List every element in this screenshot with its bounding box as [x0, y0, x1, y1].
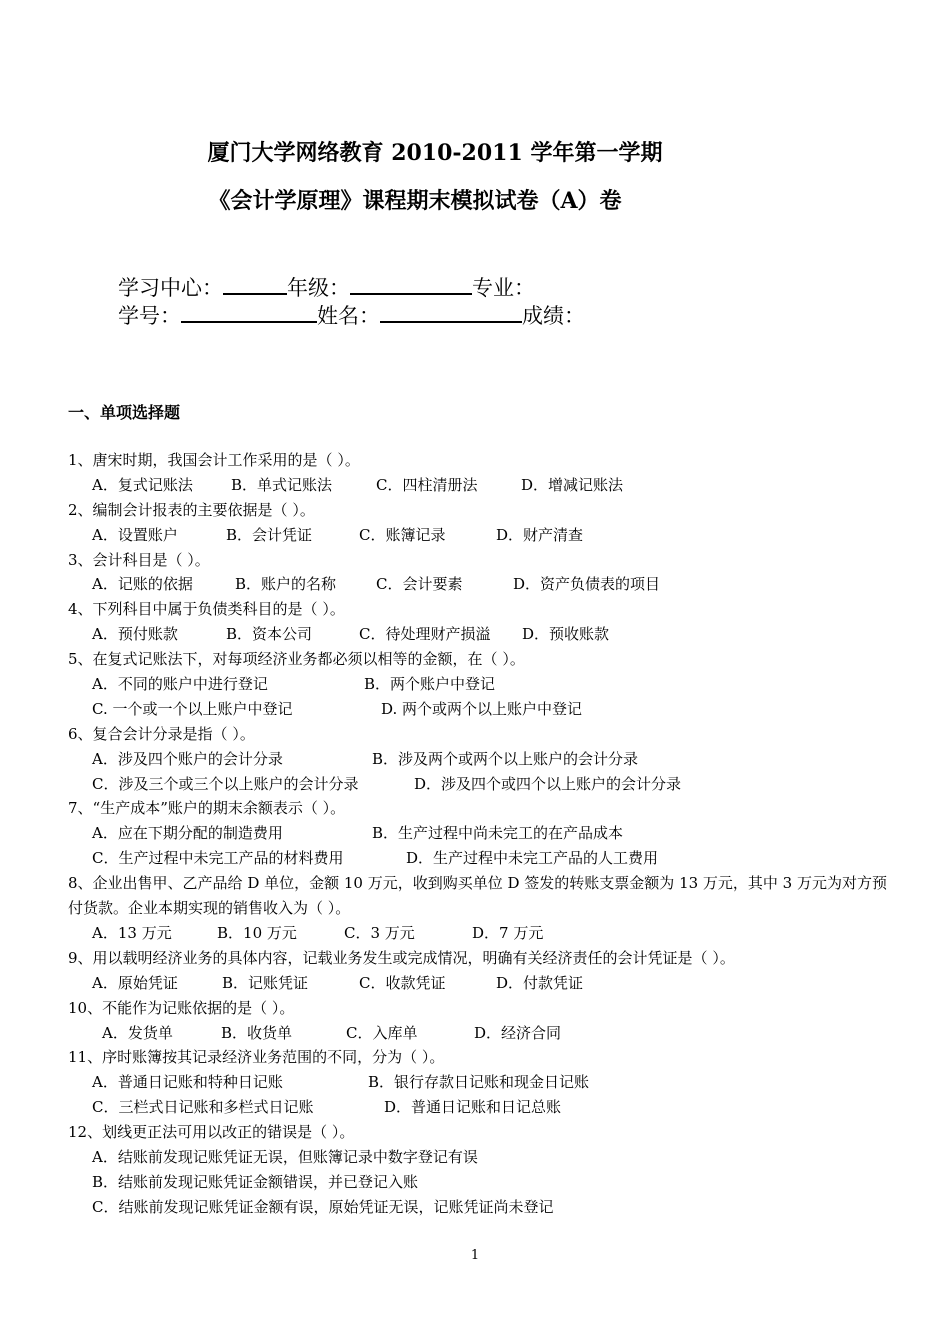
question-stem: 10、不能作为记账依据的是（ ）。 — [68, 998, 295, 1017]
options-row — [68, 622, 898, 647]
option-a: A．复式记账法 — [92, 475, 193, 494]
grade-label: 年级： — [287, 276, 350, 300]
option-d: D．预收账款 — [522, 625, 610, 644]
option-a: A．结账前发现记账凭证无误，但账簿记录中数字登记有误 — [92, 1147, 478, 1166]
option-b: B．单式记账法 — [231, 475, 333, 494]
question-stem: 5、在复式记账法下，对每项经济业务都必须以相等的金额，在（ ）。 — [68, 650, 525, 669]
options-row — [68, 697, 898, 722]
option-a: A．应在下期分配的制造费用 — [92, 824, 283, 843]
question-stem: 3、会计科目是（ ）。 — [68, 550, 210, 569]
options-row — [68, 672, 898, 697]
question-stem: 8、企业出售甲、乙产品给 D 单位，金额 10 万元，收到购买单位 D 签发的转账支票金额为 13 万元，其中 3 万元为对方预付货款。企业本期实现的销售收入为（ ）。 — [68, 874, 887, 918]
info-row-1 — [118, 272, 535, 302]
option-a: A．13 万元 — [92, 923, 172, 942]
option-a: A．发货单 — [102, 1023, 173, 1042]
option-d: D．7 万元 — [472, 923, 544, 942]
option-c: C．3 万元 — [344, 923, 415, 942]
options-row — [68, 747, 898, 772]
option-b: B．记账凭证 — [222, 973, 309, 992]
major-label: 专业： — [472, 276, 535, 300]
option-c: C．会计要素 — [376, 575, 463, 594]
option-d: D．付款凭证 — [496, 973, 584, 992]
option-c: C．入库单 — [346, 1023, 418, 1042]
option-a: A．设置账户 — [92, 525, 178, 544]
option-a: A．记账的依据 — [92, 575, 193, 594]
id-blank[interactable] — [181, 303, 317, 323]
options-row — [68, 473, 898, 498]
question-stem: 9、用以载明经济业务的具体内容，记载业务发生或完成情况，明确有关经济责任的会计凭证是（ ）。 — [68, 948, 735, 967]
center-label: 学习中心： — [118, 276, 223, 300]
options-row — [68, 1070, 898, 1095]
option-a: A．不同的账户中进行登记 — [92, 675, 268, 694]
option-b: B．银行存款日记账和现金日记账 — [368, 1073, 590, 1092]
exam-title-line2: 《会计学原理》课程期末模拟试卷（A）卷 — [208, 188, 622, 214]
options-row — [68, 971, 898, 996]
option-c: C．三栏式日记账和多栏式日记账 — [92, 1098, 314, 1117]
options-row — [68, 572, 898, 597]
option-b: B．收货单 — [221, 1023, 293, 1042]
question-stem: 2、编制会计报表的主要依据是（ ）。 — [68, 500, 315, 519]
question-stem: 7、“生产成本”账户的期末余额表示（ ）。 — [68, 799, 346, 818]
page-number: 1 — [470, 1248, 480, 1263]
options-row — [68, 821, 898, 846]
option-c: C．账簿记录 — [359, 525, 446, 544]
name-blank[interactable] — [380, 303, 522, 323]
info-row-2 — [118, 300, 585, 330]
option-c: C．待处理财产损溢 — [359, 625, 491, 644]
options-row — [68, 1021, 898, 1046]
option-b: B．资本公司 — [226, 625, 313, 644]
options-row — [68, 772, 898, 797]
options-row — [68, 1095, 898, 1120]
option-b: B．生产过程中尚未完工的在产品成本 — [372, 824, 624, 843]
option-c: C．收款凭证 — [359, 973, 446, 992]
center-blank[interactable] — [223, 275, 287, 295]
options-row — [68, 921, 898, 946]
name-label: 姓名： — [317, 304, 380, 328]
option-d: D．经济合同 — [474, 1023, 562, 1042]
option-d: D．资产负债表的项目 — [513, 575, 661, 594]
option-c: C．涉及三个或三个以上账户的会计分录 — [92, 774, 359, 793]
option-d: D．普通日记账和日记总账 — [384, 1098, 562, 1117]
question-list — [68, 448, 898, 1220]
question-stem: 4、下列科目中属于负债类科目的是（ ）。 — [68, 600, 345, 619]
options-row — [68, 846, 898, 871]
option-d: D. 两个或两个以上账户中登记 — [381, 699, 583, 718]
question-stem: 11、序时账簿按其记录经济业务范围的不同，分为（ ）。 — [68, 1048, 445, 1067]
options-row — [68, 523, 898, 548]
option-d: D．生产过程中未完工产品的人工费用 — [406, 849, 659, 868]
exam-title-line1: 厦门大学网络教育 2010-2011 学年第一学期 — [207, 140, 663, 166]
option-c: C．四柱清册法 — [376, 475, 478, 494]
option-b: B．账户的名称 — [235, 575, 337, 594]
question-stem: 12、划线更正法可用以改正的错误是（ ）。 — [68, 1123, 355, 1142]
question-stem: 6、复合会计分录是指（ ）。 — [68, 724, 255, 743]
option-a: A．普通日记账和特种日记账 — [92, 1073, 283, 1092]
grade-blank[interactable] — [350, 275, 472, 295]
option-b: B．涉及两个或两个以上账户的会计分录 — [372, 749, 639, 768]
option-a: A．预付账款 — [92, 625, 178, 644]
id-label: 学号： — [118, 304, 181, 328]
option-b: B．会计凭证 — [226, 525, 313, 544]
option-a: A．涉及四个账户的会计分录 — [92, 749, 283, 768]
option-b: B．结账前发现记账凭证金额错误，并已登记入账 — [92, 1172, 419, 1191]
option-c: C．生产过程中未完工产品的材料费用 — [92, 849, 344, 868]
option-b: B．10 万元 — [217, 923, 297, 942]
option-d: D．增减记账法 — [521, 475, 624, 494]
option-d: D．涉及四个或四个以上账户的会计分录 — [414, 774, 682, 793]
option-c: C．结账前发现记账凭证金额有误，原始凭证无误，记账凭证尚未登记 — [92, 1197, 554, 1216]
score-label: 成绩： — [522, 304, 585, 328]
option-b: B．两个账户中登记 — [364, 675, 496, 694]
question-stem: 1、唐宋时期，我国会计工作采用的是（ ）。 — [68, 451, 360, 469]
option-d: D．财产清查 — [496, 525, 584, 544]
section-heading: 一、单项选择题 — [68, 403, 181, 422]
option-a: A．原始凭证 — [92, 973, 178, 992]
option-c: C. 一个或一个以上账户中登记 — [92, 699, 293, 718]
